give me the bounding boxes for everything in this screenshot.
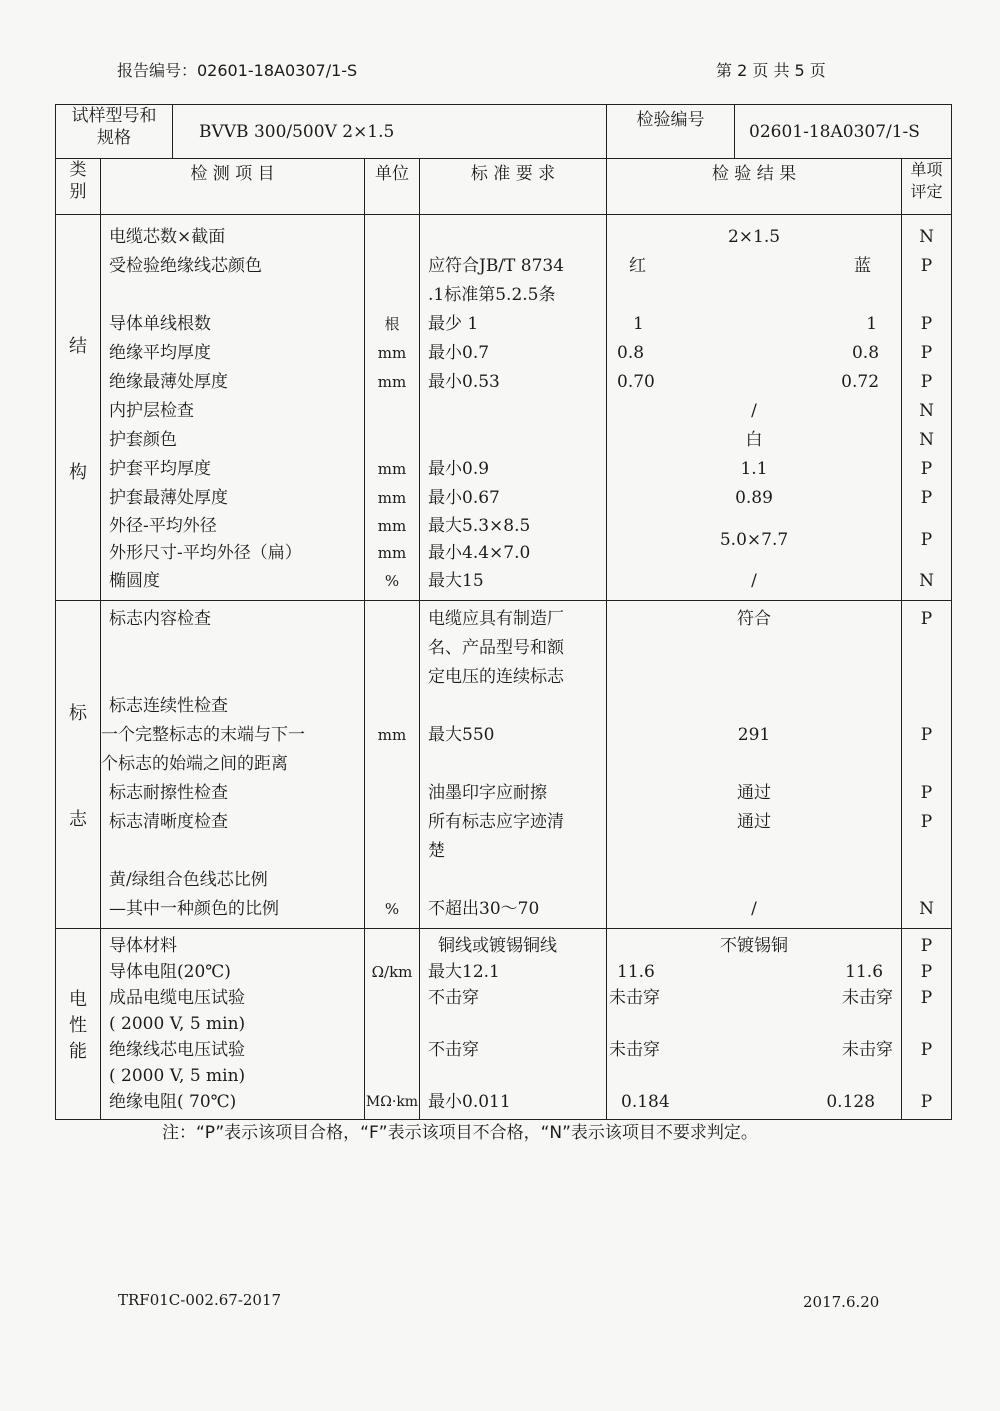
standard-text: 最小4.4×7.0 bbox=[428, 543, 531, 563]
list-item: 绝缘线芯电压试验 bbox=[109, 1040, 245, 1060]
unit-value: Ω/km bbox=[371, 963, 413, 981]
eval-value: P bbox=[920, 314, 933, 334]
marking-category: 标 志 bbox=[56, 601, 101, 929]
eval-value: N bbox=[919, 401, 934, 421]
inspection-table bbox=[55, 104, 952, 1120]
result-value: / bbox=[751, 401, 757, 421]
result-value: 0.89 bbox=[735, 488, 773, 508]
electrical-evals bbox=[902, 929, 952, 1120]
eval-value: P bbox=[920, 725, 933, 745]
list-item: 受检验绝缘线芯颜色 bbox=[109, 256, 262, 276]
electrical-items bbox=[101, 929, 365, 1120]
unit-value: mm bbox=[377, 489, 407, 507]
col-result: 检 验 结 果 bbox=[607, 159, 902, 215]
unit-value: mm bbox=[377, 373, 407, 391]
list-item: 黄/绿组合色线芯比例 bbox=[109, 870, 268, 890]
list-item: 绝缘最薄处厚度 bbox=[109, 372, 228, 392]
result-left: 未击穿 bbox=[609, 988, 661, 1008]
standard-text: 所有标志应字迹清 bbox=[428, 812, 564, 832]
standard-text: 电缆应具有制造厂 bbox=[428, 609, 564, 629]
unit-value: 根 bbox=[384, 315, 400, 333]
result-value: 不镀锡铜 bbox=[720, 936, 789, 956]
model-label: 试样型号和规格 bbox=[56, 105, 173, 159]
list-item: 标志清晰度检查 bbox=[109, 812, 228, 832]
unit-value: % bbox=[384, 572, 400, 590]
electrical-standards bbox=[420, 929, 607, 1120]
list-item: ( 2000 V, 5 min) bbox=[109, 1014, 246, 1034]
list-item: 成品电缆电压试验 bbox=[109, 988, 245, 1008]
list-item: 内护层检查 bbox=[109, 401, 194, 421]
result-right: 未击穿 bbox=[842, 988, 894, 1008]
result-value: 5.0×7.7 bbox=[719, 530, 789, 550]
list-item: 绝缘平均厚度 bbox=[109, 343, 211, 363]
list-item: —其中一种颜色的比例 bbox=[109, 899, 279, 919]
list-item: 外径-平均外径 bbox=[109, 516, 217, 536]
list-item: 椭圆度 bbox=[109, 571, 160, 591]
col-item: 检 测 项 目 bbox=[101, 159, 365, 215]
structure-section bbox=[56, 215, 952, 601]
marking-results bbox=[607, 601, 902, 929]
result-right: 11.6 bbox=[845, 962, 884, 982]
electrical-category: 电 性 能 bbox=[56, 929, 101, 1120]
electrical-results bbox=[607, 929, 902, 1120]
standard-text: 不击穿 bbox=[428, 1040, 479, 1060]
marking-evals bbox=[902, 601, 952, 929]
result-value: / bbox=[751, 571, 757, 591]
eval-value: P bbox=[920, 1040, 933, 1060]
list-item: 个标志的始端之间的距离 bbox=[101, 754, 288, 774]
eval-value: P bbox=[920, 609, 933, 629]
result-right: 1 bbox=[866, 314, 878, 334]
standard-text: 铜线或镀锡铜线 bbox=[438, 936, 557, 956]
standard-text: 定电压的连续标志 bbox=[428, 667, 564, 687]
electrical-section bbox=[56, 929, 952, 1120]
unit-value: mm bbox=[377, 460, 407, 478]
marking-items bbox=[101, 601, 365, 929]
list-item: 一个完整标志的末端与下一 bbox=[101, 725, 305, 745]
result-left: 11.6 bbox=[617, 962, 655, 982]
standard-text: 最大12.1 bbox=[428, 962, 500, 982]
standard-text: 最小0.011 bbox=[428, 1092, 511, 1112]
result-right: 未击穿 bbox=[842, 1040, 894, 1060]
result-left: 0.70 bbox=[617, 372, 655, 392]
eval-value: P bbox=[920, 812, 933, 832]
result-right: 0.72 bbox=[841, 372, 880, 392]
structure-evals bbox=[902, 215, 952, 601]
unit-value: MΩ·km bbox=[365, 1094, 419, 1110]
footnote: 注：“P”表示该项目合格，“F”表示该项目不合格，“N”表示该项目不要求判定。 bbox=[162, 1123, 758, 1143]
structure-standards bbox=[420, 215, 607, 601]
result-value: 2×1.5 bbox=[727, 227, 781, 247]
eval-value: P bbox=[920, 962, 933, 982]
standard-text: 不超出30～70 bbox=[428, 899, 540, 919]
standard-text: 油墨印字应耐擦 bbox=[428, 783, 547, 803]
result-value: / bbox=[751, 899, 757, 919]
list-item: 标志内容检查 bbox=[109, 609, 211, 629]
eval-value: N bbox=[919, 227, 934, 247]
list-item: 标志耐擦性检查 bbox=[109, 783, 228, 803]
col-standard: 标 准 要 求 bbox=[420, 159, 607, 215]
standard-text: .1标准第5.2.5条 bbox=[428, 285, 556, 305]
eval-value: P bbox=[920, 530, 933, 550]
eval-value: P bbox=[920, 343, 933, 363]
model-value: BVVB 300/500V 2×1.5 bbox=[173, 105, 607, 159]
eval-value: P bbox=[920, 936, 933, 956]
unit-value: % bbox=[384, 900, 400, 918]
standard-text: 最大550 bbox=[428, 725, 495, 745]
list-item: 护套最薄处厚度 bbox=[109, 488, 228, 508]
result-left: 未击穿 bbox=[609, 1040, 661, 1060]
unit-value: mm bbox=[377, 544, 407, 562]
list-item: ( 2000 V, 5 min) bbox=[109, 1066, 246, 1086]
list-item: 绝缘电阻( 70℃) bbox=[109, 1092, 237, 1112]
col-category: 类别 bbox=[56, 159, 101, 215]
structure-items bbox=[101, 215, 365, 601]
form-number: TRF01C-002.67-2017 bbox=[118, 1291, 282, 1309]
form-date: 2017.6.20 bbox=[803, 1293, 880, 1311]
result-value: 通过 bbox=[737, 783, 772, 803]
eval-value: P bbox=[920, 256, 933, 276]
standard-text: 最小0.9 bbox=[428, 459, 490, 479]
standard-text: 名、产品型号和额 bbox=[428, 638, 564, 658]
result-left: 1 bbox=[633, 314, 644, 334]
inspect-no-value: 02601-18A0307/1-S bbox=[735, 105, 952, 159]
marking-section bbox=[56, 601, 952, 929]
structure-category: 结 构 bbox=[56, 215, 101, 601]
standard-text: 楚 bbox=[428, 841, 445, 861]
eval-value: N bbox=[919, 899, 934, 919]
result-left: 0.184 bbox=[621, 1092, 670, 1112]
structure-results bbox=[607, 215, 902, 601]
eval-value: P bbox=[920, 459, 933, 479]
list-item: 外形尺寸-平均外径（扁） bbox=[109, 543, 302, 563]
unit-value: mm bbox=[377, 517, 407, 535]
eval-value: P bbox=[920, 372, 933, 392]
list-item: 电缆芯数×截面 bbox=[109, 227, 226, 247]
standard-text: 应符合JB/T 8734 bbox=[428, 256, 565, 276]
result-right: 0.8 bbox=[851, 343, 880, 363]
list-item: 护套平均厚度 bbox=[109, 459, 211, 479]
result-right: 0.128 bbox=[826, 1092, 876, 1112]
electrical-units bbox=[365, 929, 420, 1120]
structure-units bbox=[365, 215, 420, 601]
result-value: 符合 bbox=[737, 609, 772, 629]
column-header-row bbox=[56, 159, 952, 215]
eval-value: P bbox=[920, 488, 933, 508]
eval-value: N bbox=[919, 430, 934, 450]
standard-text: 最大15 bbox=[428, 571, 484, 591]
result-value: 通过 bbox=[737, 812, 772, 832]
eval-value: P bbox=[920, 988, 933, 1008]
report-number: 报告编号：02601-18A0307/1-S bbox=[117, 61, 358, 80]
result-left: 红 bbox=[629, 256, 647, 276]
standard-text: 最小0.7 bbox=[428, 343, 490, 363]
list-item: 导体单线根数 bbox=[109, 314, 211, 334]
marking-standards bbox=[420, 601, 607, 929]
col-eval: 单项评定 bbox=[902, 159, 952, 215]
col-unit: 单位 bbox=[365, 159, 420, 215]
result-value: 白 bbox=[745, 430, 763, 450]
list-item: 护套颜色 bbox=[109, 430, 177, 450]
list-item: 标志连续性检查 bbox=[109, 696, 228, 716]
standard-text: 最小0.53 bbox=[428, 372, 500, 392]
list-item: 导体电阻(20℃) bbox=[109, 962, 231, 982]
result-value: 291 bbox=[737, 725, 771, 745]
result-right: 蓝 bbox=[854, 256, 872, 276]
list-item: 导体材料 bbox=[109, 936, 177, 956]
model-row bbox=[56, 105, 952, 159]
page-info: 第 2 页 共 5 页 bbox=[716, 61, 826, 80]
eval-value: N bbox=[919, 571, 934, 591]
standard-text: 不击穿 bbox=[428, 988, 479, 1008]
result-left: 0.8 bbox=[617, 343, 645, 363]
standard-text: 最小0.67 bbox=[428, 488, 500, 508]
marking-units bbox=[365, 601, 420, 929]
result-value: 1.1 bbox=[740, 459, 768, 479]
unit-value: mm bbox=[377, 344, 407, 362]
inspect-no-label: 检验编号 bbox=[607, 105, 735, 159]
unit-value: mm bbox=[377, 726, 407, 744]
standard-text: 最大5.3×8.5 bbox=[428, 516, 531, 536]
standard-text: 最少 1 bbox=[428, 314, 479, 334]
eval-value: P bbox=[920, 783, 933, 803]
eval-value: P bbox=[920, 1092, 933, 1112]
